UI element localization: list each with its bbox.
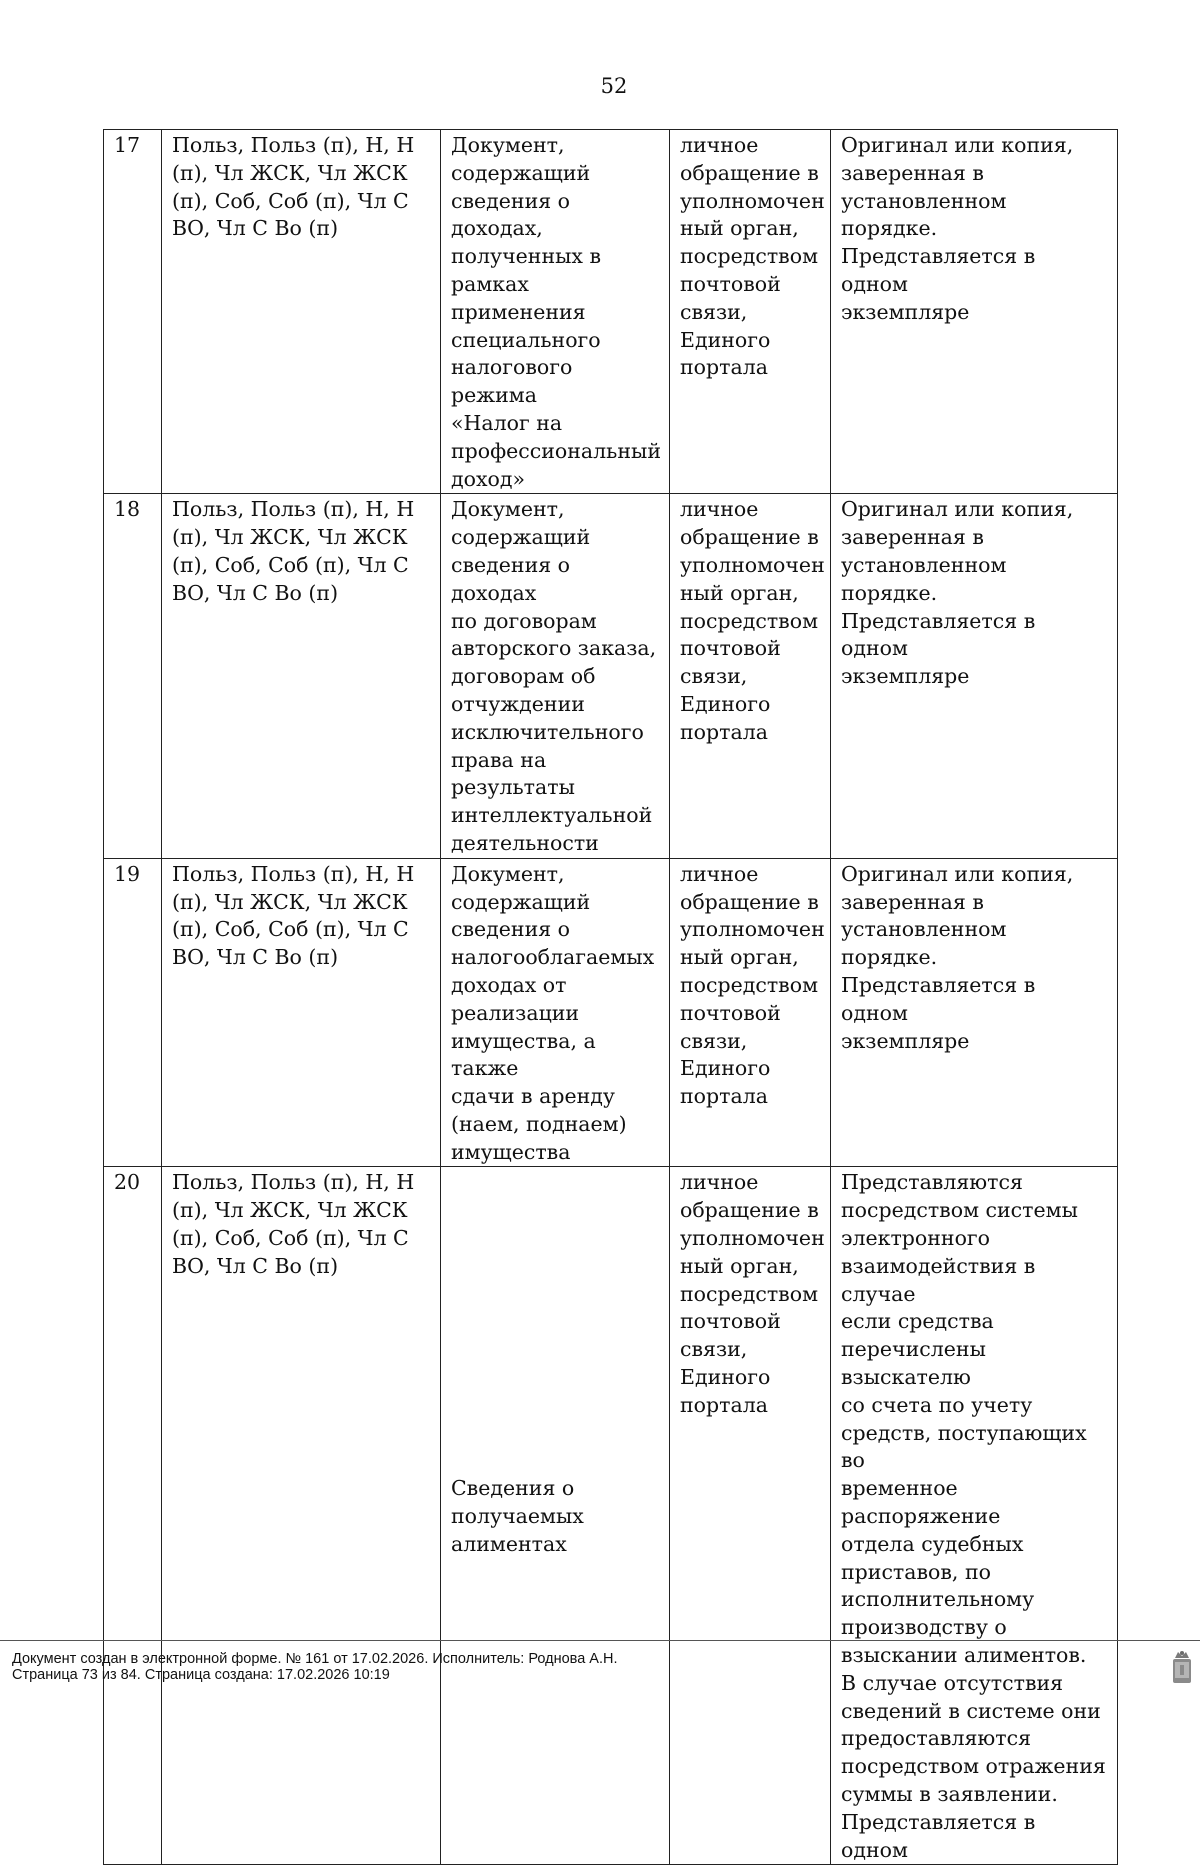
table-row [104,858,1118,1167]
document-cell [441,1167,670,1865]
note-cell [831,1167,1118,1865]
category-cell [162,494,441,858]
document-description: Документ, содержащий сведения о налогооблагаемых доходах от реализации имущества, а также сдачи в аренду (наем, поднаем) имущества [451,861,655,1164]
method-cell [670,1167,831,1865]
table-row [104,130,1118,494]
note-cell [831,130,1118,494]
document-description: Документ, содержащий сведения о доходах, полученных в рамках применения специального налогового режима «Налог на профессиональный доход» [451,133,661,491]
document-description: Документ, содержащий сведения о доходах по договорам авторского заказа, договорам об отчуждении исключительного права на результаты интеллектуальной деятельности [451,497,657,855]
category-cell [162,858,441,1167]
document-cell [441,494,670,858]
document-cell [441,858,670,1167]
row-number: 18 [114,497,141,522]
submission-method: личное обращение в уполномочен ный орган, посредством почтовой связи, Единого портала [680,1170,825,1417]
row-number-cell [104,1167,162,1865]
document-description: Сведения о получаемых алиментах [451,1476,584,1556]
table-row [104,1167,1118,1865]
category-cell [162,130,441,494]
footer-page-info: Страница 73 из 84. Страница создана: 17.02.2026 10:19 [12,1667,390,1683]
method-cell [670,494,831,858]
method-cell [670,858,831,1167]
submission-note: Оригинал или копия, заверенная в установленном порядке. Представляется в одном экземпляре [841,133,1074,324]
footer-document-info: Документ создан в электронной форме. № 161 от 17.02.2026. Исполнитель: Роднова А.Н. [12,1651,618,1667]
submission-note: Оригинал или копия, заверенная в установленном порядке. Представляется в одном экземпляре [841,497,1074,689]
submission-method: личное обращение в уполномочен ный орган, посредством почтовой связи, Единого портала [680,861,825,1109]
row-number-cell [104,130,162,494]
row-number: 17 [114,133,141,157]
row-number: 19 [114,861,141,886]
document-cell [441,130,670,494]
applicant-categories: Польз, Польз (п), Н, Н (п), Чл ЖСК, Чл ЖСК (п), Соб, Соб (п), Чл С ВО, Чл С Во (п) [172,497,415,605]
table-row [104,494,1118,858]
applicant-categories: Польз, Польз (п), Н, Н (п), Чл ЖСК, Чл ЖСК (п), Соб, Соб (п), Чл С ВО, Чл С Во (п) [172,133,415,241]
submission-method: личное обращение в уполномочен ный орган, посредством почтовой связи, Единого портала [680,497,825,744]
category-cell [162,1167,441,1865]
note-cell [831,858,1118,1167]
note-cell [831,494,1118,858]
document-footer [0,1640,1200,1683]
page-number: 52 [600,74,628,98]
submission-note: Представляются посредством системы электронного взаимодействия в случае если средства перечислены взыскателю со счета по учету средств, поступающих во временное распоряжение отдела судебных приставов, по исполнительному производству о взыскании алиментов. В случае отсутствия сведений в системе они предоставляются посредством отражения суммы в заявлении. Представляется в одном [841,1170,1106,1862]
submission-note: Оригинал или копия, заверенная в установленном порядке. Представляется в одном экземпляре [841,861,1074,1053]
submission-method: личное обращение в уполномочен ный орган, посредством почтовой связи, Единого портала [680,133,825,380]
documents-table [103,129,1118,1865]
method-cell [670,130,831,494]
row-number: 20 [114,1170,141,1195]
coat-of-arms-icon [1171,1649,1193,1687]
applicant-categories: Польз, Польз (п), Н, Н (п), Чл ЖСК, Чл ЖСК (п), Соб, Соб (п), Чл С ВО, Чл С Во (п) [172,1170,415,1278]
row-number-cell [104,494,162,858]
applicant-categories: Польз, Польз (п), Н, Н (п), Чл ЖСК, Чл ЖСК (п), Соб, Соб (п), Чл С ВО, Чл С Во (п) [172,861,415,970]
row-number-cell [104,858,162,1167]
